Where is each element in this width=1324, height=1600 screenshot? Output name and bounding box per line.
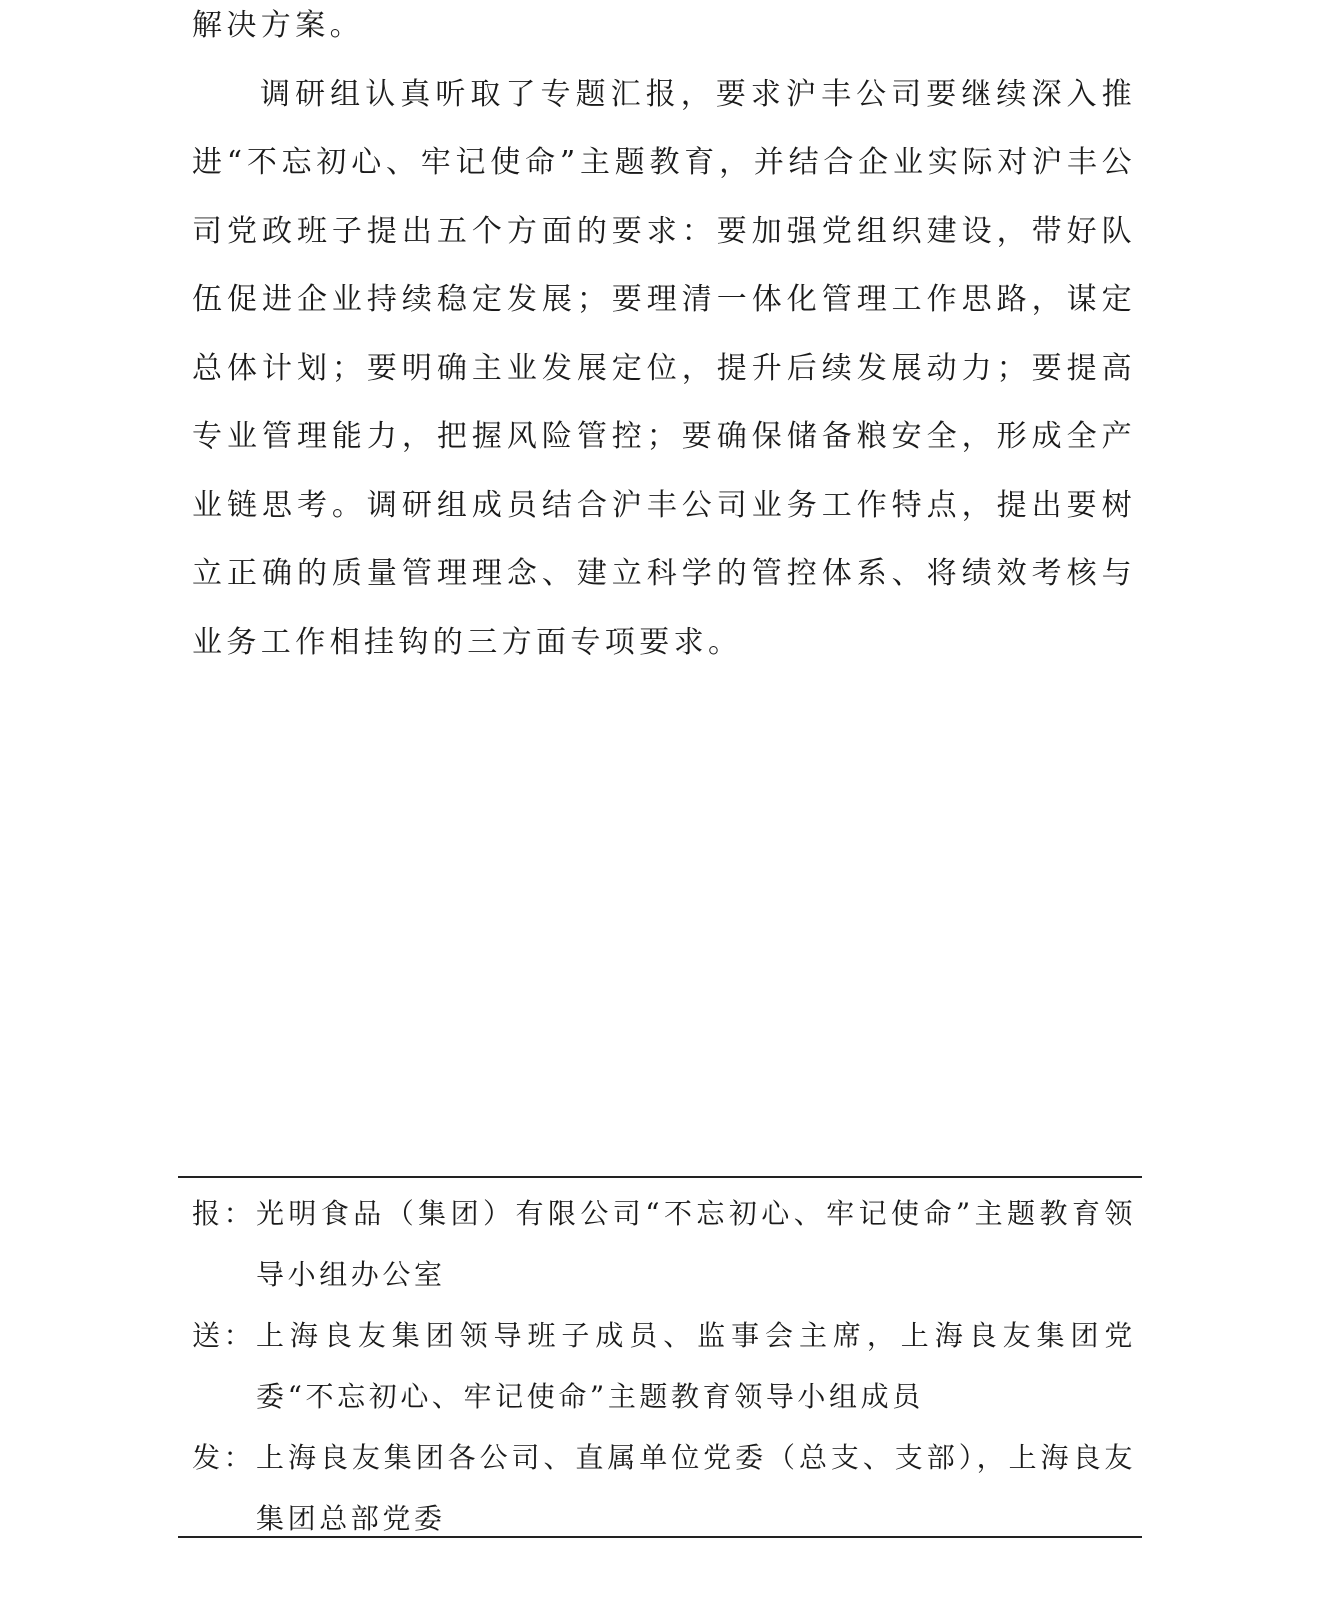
distribution-top-rule — [178, 1176, 1142, 1178]
copy-recipients: 上海良友集团领导班子成员、监事会主席，上海良友集团党委“不忘初心、牢记使命”主题教育领导小组成员 — [256, 1319, 1136, 1413]
copy-label: 送： — [192, 1319, 256, 1352]
distribution-list — [192, 1183, 1136, 1549]
issue-recipients: 上海良友集团各公司、直属单位党委（总支、支部），上海良友集团总部党委 — [256, 1441, 1136, 1535]
copy-entry — [192, 1305, 1136, 1427]
issue-label: 发： — [192, 1441, 256, 1474]
body-text — [192, 0, 1136, 677]
issue-entry — [192, 1427, 1136, 1549]
report-recipients: 光明食品（集团）有限公司“不忘初心、牢记使命”主题教育领导小组办公室 — [256, 1197, 1136, 1291]
distribution-bottom-rule — [178, 1536, 1142, 1538]
report-label: 报： — [192, 1197, 256, 1230]
body-paragraph: 解决方案。 — [192, 8, 364, 43]
body-paragraph: 调研组认真听取了专题汇报，要求沪丰公司要继续深入推进“不忘初心、牢记使命”主题教育，并结合企业实际对沪丰公司党政班子提出五个方面的要求：要加强党组织建设，带好队伍促进企业持续稳定发展；要理清一体化管理工作思路，谋定总体计划；要明确主业发展定位，提升后续发展动力；要提高专业管理能力，把握风险管控；要确保储备粮安全，形成全产业链思考。调研组成员结合沪丰公司业务工作特点，提出要树立正确的质量管理理念、建立科学的管控体系、将绩效考核与业务工作相挂钩的三方面专项要求。 — [192, 76, 1136, 660]
report-entry — [192, 1183, 1136, 1305]
